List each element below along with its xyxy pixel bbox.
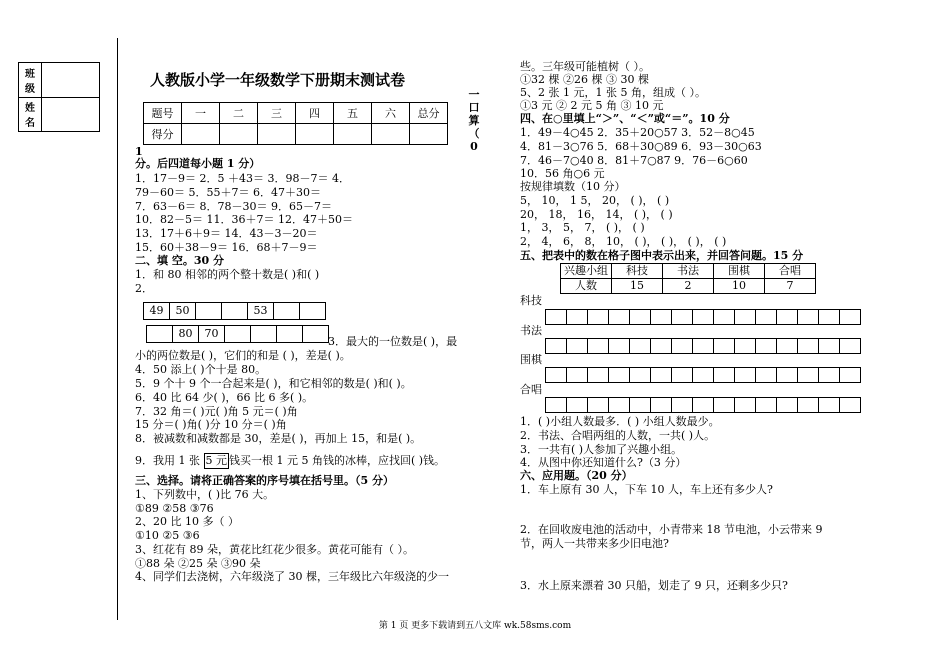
compare-line: 7．46－7○40 8．81＋7○87 9．76－6○60 <box>520 154 748 167</box>
grid-label: 围棋 <box>520 353 542 366</box>
score-cell[interactable] <box>372 124 410 145</box>
vertical-char: 0 <box>470 140 478 153</box>
bar-grid-row[interactable] <box>545 367 861 383</box>
seq-cell: 53 <box>248 302 274 320</box>
interest-header: 科技 <box>612 264 663 279</box>
score-header: 二 <box>220 103 258 124</box>
fill-line: 8．被减数和减数都是 30，差是( )，再加上 15，和是( )。 <box>135 432 422 445</box>
bar-grid-row[interactable] <box>545 338 861 354</box>
bar-grid-row[interactable] <box>545 309 861 325</box>
binding-line <box>117 38 118 620</box>
seq-cell[interactable] <box>277 325 303 343</box>
score-cell[interactable] <box>258 124 296 145</box>
question-line: 13．17＋6＋9＝ 14．43－3－20＝ <box>135 227 318 240</box>
section2-heading: 二、填 空。30 分 <box>135 254 224 267</box>
seq-cell[interactable] <box>251 325 277 343</box>
seq-cell[interactable] <box>303 325 329 343</box>
choice-line: 3、红花有 89 朵，黄花比红花少很多。黄花可能有（ ）。 <box>135 543 414 556</box>
section3-heading: 三、选择。请将正确答案的序号填在括号里。（5 分） <box>135 474 394 487</box>
fill-line: 7．32 角＝( )元( )角 5 元＝( )角 <box>135 405 298 418</box>
interest-value: 15 <box>612 279 663 294</box>
number-sequence-row2 <box>146 325 329 343</box>
compare-line: 10．56 角○6 元 <box>520 167 605 180</box>
score-cell[interactable] <box>334 124 372 145</box>
score-cell[interactable] <box>182 124 220 145</box>
choice-line: ①32 棵 ②26 棵 ③ 30 棵 <box>520 73 649 86</box>
choice-line: ①3 元 ② 2 元 5 角 ③ 10 元 <box>520 99 664 112</box>
fill-line: 4．50 添上( )个十是 80。 <box>135 363 267 376</box>
word-problem: 3．水上原来漂着 30 只船，划走了 9 只，还剩多少只? <box>520 579 788 592</box>
score-table <box>143 102 448 145</box>
fill-line: 1．和 80 相邻的两个整十数是( )和( ) <box>135 268 320 281</box>
fill-line: 2． <box>135 282 153 295</box>
word-problem: 节，两人一共带来多少旧电池? <box>520 537 669 550</box>
score-header: 四 <box>296 103 334 124</box>
question-line: 79－60＝ 5．55＋7＝ 6．47＋30＝ <box>135 186 321 199</box>
seq-cell[interactable] <box>146 325 173 343</box>
choice-line: 2、20 比 10 多（ ） <box>135 515 239 528</box>
name-label: 姓名 <box>19 101 42 131</box>
seq-cell[interactable] <box>222 302 248 320</box>
q9-text: 9．我用 1 张 <box>135 454 204 467</box>
q9-text: 钱买一根 1 元 5 角钱的冰棒，应找回( )钱。 <box>229 454 446 467</box>
section5-heading: 五、把表中的数在格子图中表示出来，并回答问题。15 分 <box>520 249 804 262</box>
word-problem: 1．车上原有 30 人，下车 10 人，车上还有多少人? <box>520 483 773 496</box>
vertical-char: 算 <box>468 114 480 127</box>
pattern-line: 2， 4， 6， 8， 10， ( )， ( )， ( )， ( ) <box>520 235 727 248</box>
fill-line: 6．40 比 64 少( )，66 比 6 多( )。 <box>135 391 314 404</box>
section1-vertical-title <box>468 88 480 153</box>
answer-line: 2．书法、合唱两组的人数，一共( )人。 <box>520 429 716 442</box>
score-header: 三 <box>258 103 296 124</box>
section1-note: 分。后四道每小题 1 分） <box>135 157 261 170</box>
question-line: 1．17－9＝ 2．5 ＋43＝ 3．98－7＝ 4． <box>135 172 350 185</box>
grid-label: 合唱 <box>520 383 542 396</box>
fill-line: 小的两位数是( )，它们的和是 ( )，差是( )。 <box>135 349 351 362</box>
choice-line: ①89 ②58 ③76 <box>135 502 214 515</box>
word-problem: 2．在回收废电池的活动中，小青带来 18 节电池，小云带来 9 <box>520 523 823 536</box>
page-footer: 第 1 页 更多下载请到五八文库 wk.58sms.com <box>378 621 572 631</box>
score-cell[interactable] <box>296 124 334 145</box>
section6-heading: 六、应用题。（20 分） <box>520 469 633 482</box>
score-label: 得分 <box>144 124 182 145</box>
choice-line: 1、下列数中，( )比 76 大。 <box>135 488 275 501</box>
choice-line: 4、同学们去浇树，六年级浇了 30 棵，三年级比六年级浇的少一 <box>135 570 449 583</box>
score-header: 总分 <box>410 103 448 124</box>
score-header: 六 <box>372 103 410 124</box>
answer-line: 4．从图中你还知道什么?（3 分） <box>520 456 687 469</box>
fill-line: 5．9 个十 9 个一合起来是( )，和它相邻的数是( )和( )。 <box>135 377 412 390</box>
interest-value: 7 <box>765 279 816 294</box>
choice-line: ①88 朵 ②25 朵 ③90 朵 <box>135 557 261 570</box>
answer-line: 1．( )小组人数最多．( ) 小组人数最少。 <box>520 415 720 428</box>
seq-cell[interactable] <box>300 302 326 320</box>
seq-cell[interactable] <box>274 302 300 320</box>
grid-label: 书法 <box>520 324 542 337</box>
pattern-line: 20， 18， 16， 14， ( )， ( ) <box>520 208 673 221</box>
vertical-char: 口 <box>468 101 480 114</box>
interest-header: 围棋 <box>714 264 765 279</box>
seq-cell[interactable] <box>196 302 222 320</box>
grid-label: 科技 <box>520 294 542 307</box>
fill-line-q9 <box>135 453 445 469</box>
choice-line: 5、2 张 1 元，1 张 5 角，组成（ ）。 <box>520 86 706 99</box>
choice-line: ①10 ②5 ③6 <box>135 529 200 542</box>
score-cell[interactable] <box>410 124 448 145</box>
score-header: 五 <box>334 103 372 124</box>
vertical-char: 一 <box>468 88 480 101</box>
pattern-line: 1， 3， 5， 7， ( )， ( ) <box>520 221 645 234</box>
question-line: 10．82－5＝ 11．36＋7＝ 12．47＋50＝ <box>135 213 353 226</box>
vertical-char: （ <box>468 127 480 140</box>
number-sequence-row1 <box>143 302 326 320</box>
compare-line: 1．49－4○45 2．35＋20○57 3．52－8○45 <box>520 126 755 139</box>
five-yuan-box: 5 元 <box>205 454 227 467</box>
pattern-line: 5， 10， 1 5， 20， ( )， ( ) <box>520 194 670 207</box>
interest-header: 兴趣小组 <box>561 264 612 279</box>
interest-group-table <box>560 263 816 294</box>
seq-cell: 70 <box>199 325 225 343</box>
score-header: 题号 <box>144 103 182 124</box>
seq-cell[interactable] <box>225 325 251 343</box>
choice-line: 些。三年级可能植树（ ）。 <box>520 60 650 73</box>
class-label: 班级 <box>19 67 42 97</box>
seq-cell: 80 <box>173 325 199 343</box>
pattern-heading: 按规律填数（10 分） <box>520 180 626 193</box>
student-info-box <box>18 62 100 132</box>
question-line: 15．60＋38－9＝ 16．68＋7－9＝ <box>135 241 318 254</box>
question-line: 7．63－6＝ 8．78－30＝ 9．65－7＝ <box>135 200 332 213</box>
score-header: 一 <box>182 103 220 124</box>
answer-line: 3．一共有( )人参加了兴趣小组。 <box>520 443 683 456</box>
seq-cell: 49 <box>143 302 170 320</box>
interest-value: 2 <box>663 279 714 294</box>
interest-value: 人数 <box>561 279 612 294</box>
page-title: 人教版小学一年级数学下册期末测试卷 <box>150 71 406 89</box>
section4-heading: 四、在○里填上“＞”、“＜”或“＝”。10 分 <box>520 112 730 125</box>
bar-grid-row[interactable] <box>545 397 861 413</box>
compare-line: 4．81－3○76 5．68＋30○89 6．93－30○63 <box>520 140 762 153</box>
fill-line: 3．最大的一位数是( )，最 <box>328 335 458 348</box>
interest-header: 合唱 <box>765 264 816 279</box>
score-cell[interactable] <box>220 124 258 145</box>
section1-prefix: 1 <box>135 145 143 158</box>
interest-header: 书法 <box>663 264 714 279</box>
seq-cell: 50 <box>170 302 196 320</box>
fill-line: 15 分＝( )角( )分 10 分＝( )角 <box>135 418 287 431</box>
interest-value: 10 <box>714 279 765 294</box>
